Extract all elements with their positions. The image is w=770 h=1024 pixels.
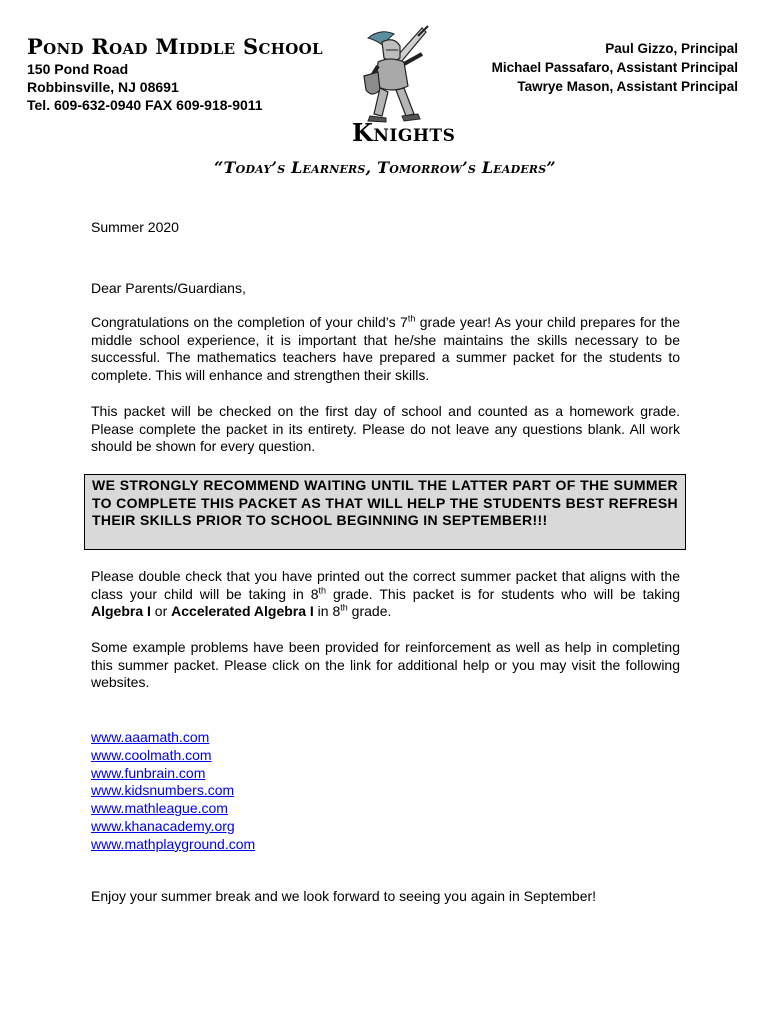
course-accelerated-algebra-1: Accelerated Algebra I bbox=[171, 603, 314, 620]
link-mathleague[interactable]: www.mathleague.com bbox=[91, 800, 228, 817]
paragraph-packet-check: Please double check that you have printed out the correct summer packet that aligns with the class your child will be taking in 8th grade. This packet is for students who will be taking Algebra I or Accelerated Algebra I in 8th grade. bbox=[91, 568, 680, 620]
link-mathplayground[interactable]: www.mathplayground.com bbox=[91, 835, 256, 852]
recommendation-callout bbox=[84, 474, 686, 550]
link-aaamath[interactable]: www.aaamath.com bbox=[91, 729, 210, 745]
link-kidsnumbers[interactable]: www.kidsnumbers.com bbox=[91, 782, 235, 799]
letter-greeting: Dear Parents/Guardians, bbox=[91, 280, 246, 296]
link-coolmath[interactable]: www.coolmath.com bbox=[91, 746, 212, 763]
link-khanacademy[interactable]: www.khanacademy.org bbox=[91, 817, 235, 834]
link-funbrain[interactable]: www.funbrain.com bbox=[91, 764, 206, 781]
mascot-word: Knights bbox=[352, 118, 456, 147]
course-algebra-1: Algebra I bbox=[91, 603, 151, 620]
letter-closing: Enjoy your summer break and we look forward to seeing you again in September! bbox=[91, 888, 597, 904]
address-city: Robbinsville, NJ 08691 bbox=[27, 79, 179, 95]
paragraph-examples: Some example problems have been provided for reinforcement as well as help in completing this summer packet. Please click on the link for additional help or you may visit the following websites. bbox=[91, 639, 680, 691]
letter-date: Summer 2020 bbox=[91, 219, 179, 235]
assistant-principal-1: Michael Passafaro, Assistant Principal bbox=[491, 60, 738, 75]
school-motto: “Today’s Learners, Tomorrow’s Leaders” bbox=[214, 158, 556, 177]
school-name: Pond Road Middle School bbox=[27, 34, 323, 59]
address-street: 150 Pond Road bbox=[27, 61, 129, 77]
knight-mascot-icon bbox=[360, 24, 450, 132]
paragraph-checking: This packet will be checked on the first day of school and counted as a homework grade. Please complete the packet in its entirety. Please do not leave any questions blank. All work should be shown for every question. bbox=[91, 403, 680, 455]
website-links bbox=[91, 729, 255, 854]
assistant-principal-2: Tawrye Mason, Assistant Principal bbox=[517, 79, 738, 94]
paragraph-congratulations: Congratulations on the completion of your child’s 7th grade year! As your child prepares for the middle school experience, it is important that he/she maintains the skills necessary to be successful. The mathematics teachers have prepared a summer packet for the students to complete. This will enhance and strengthen their skills. bbox=[91, 313, 681, 383]
principal-name: Paul Gizzo, Principal bbox=[605, 41, 738, 56]
callout-text: WE STRONGLY RECOMMEND WAITING UNTIL THE LATTER PART OF THE SUMMER TO COMPLETE THIS PACKET AS THAT WILL HELP THE STUDENTS BEST REFRESH THEIR SKILLS PRIOR TO SCHOOL BEGINNING IN SEPTEMBER!!! bbox=[92, 477, 678, 529]
phone-fax: Tel. 609-632-0940 FAX 609-918-9011 bbox=[27, 97, 263, 113]
